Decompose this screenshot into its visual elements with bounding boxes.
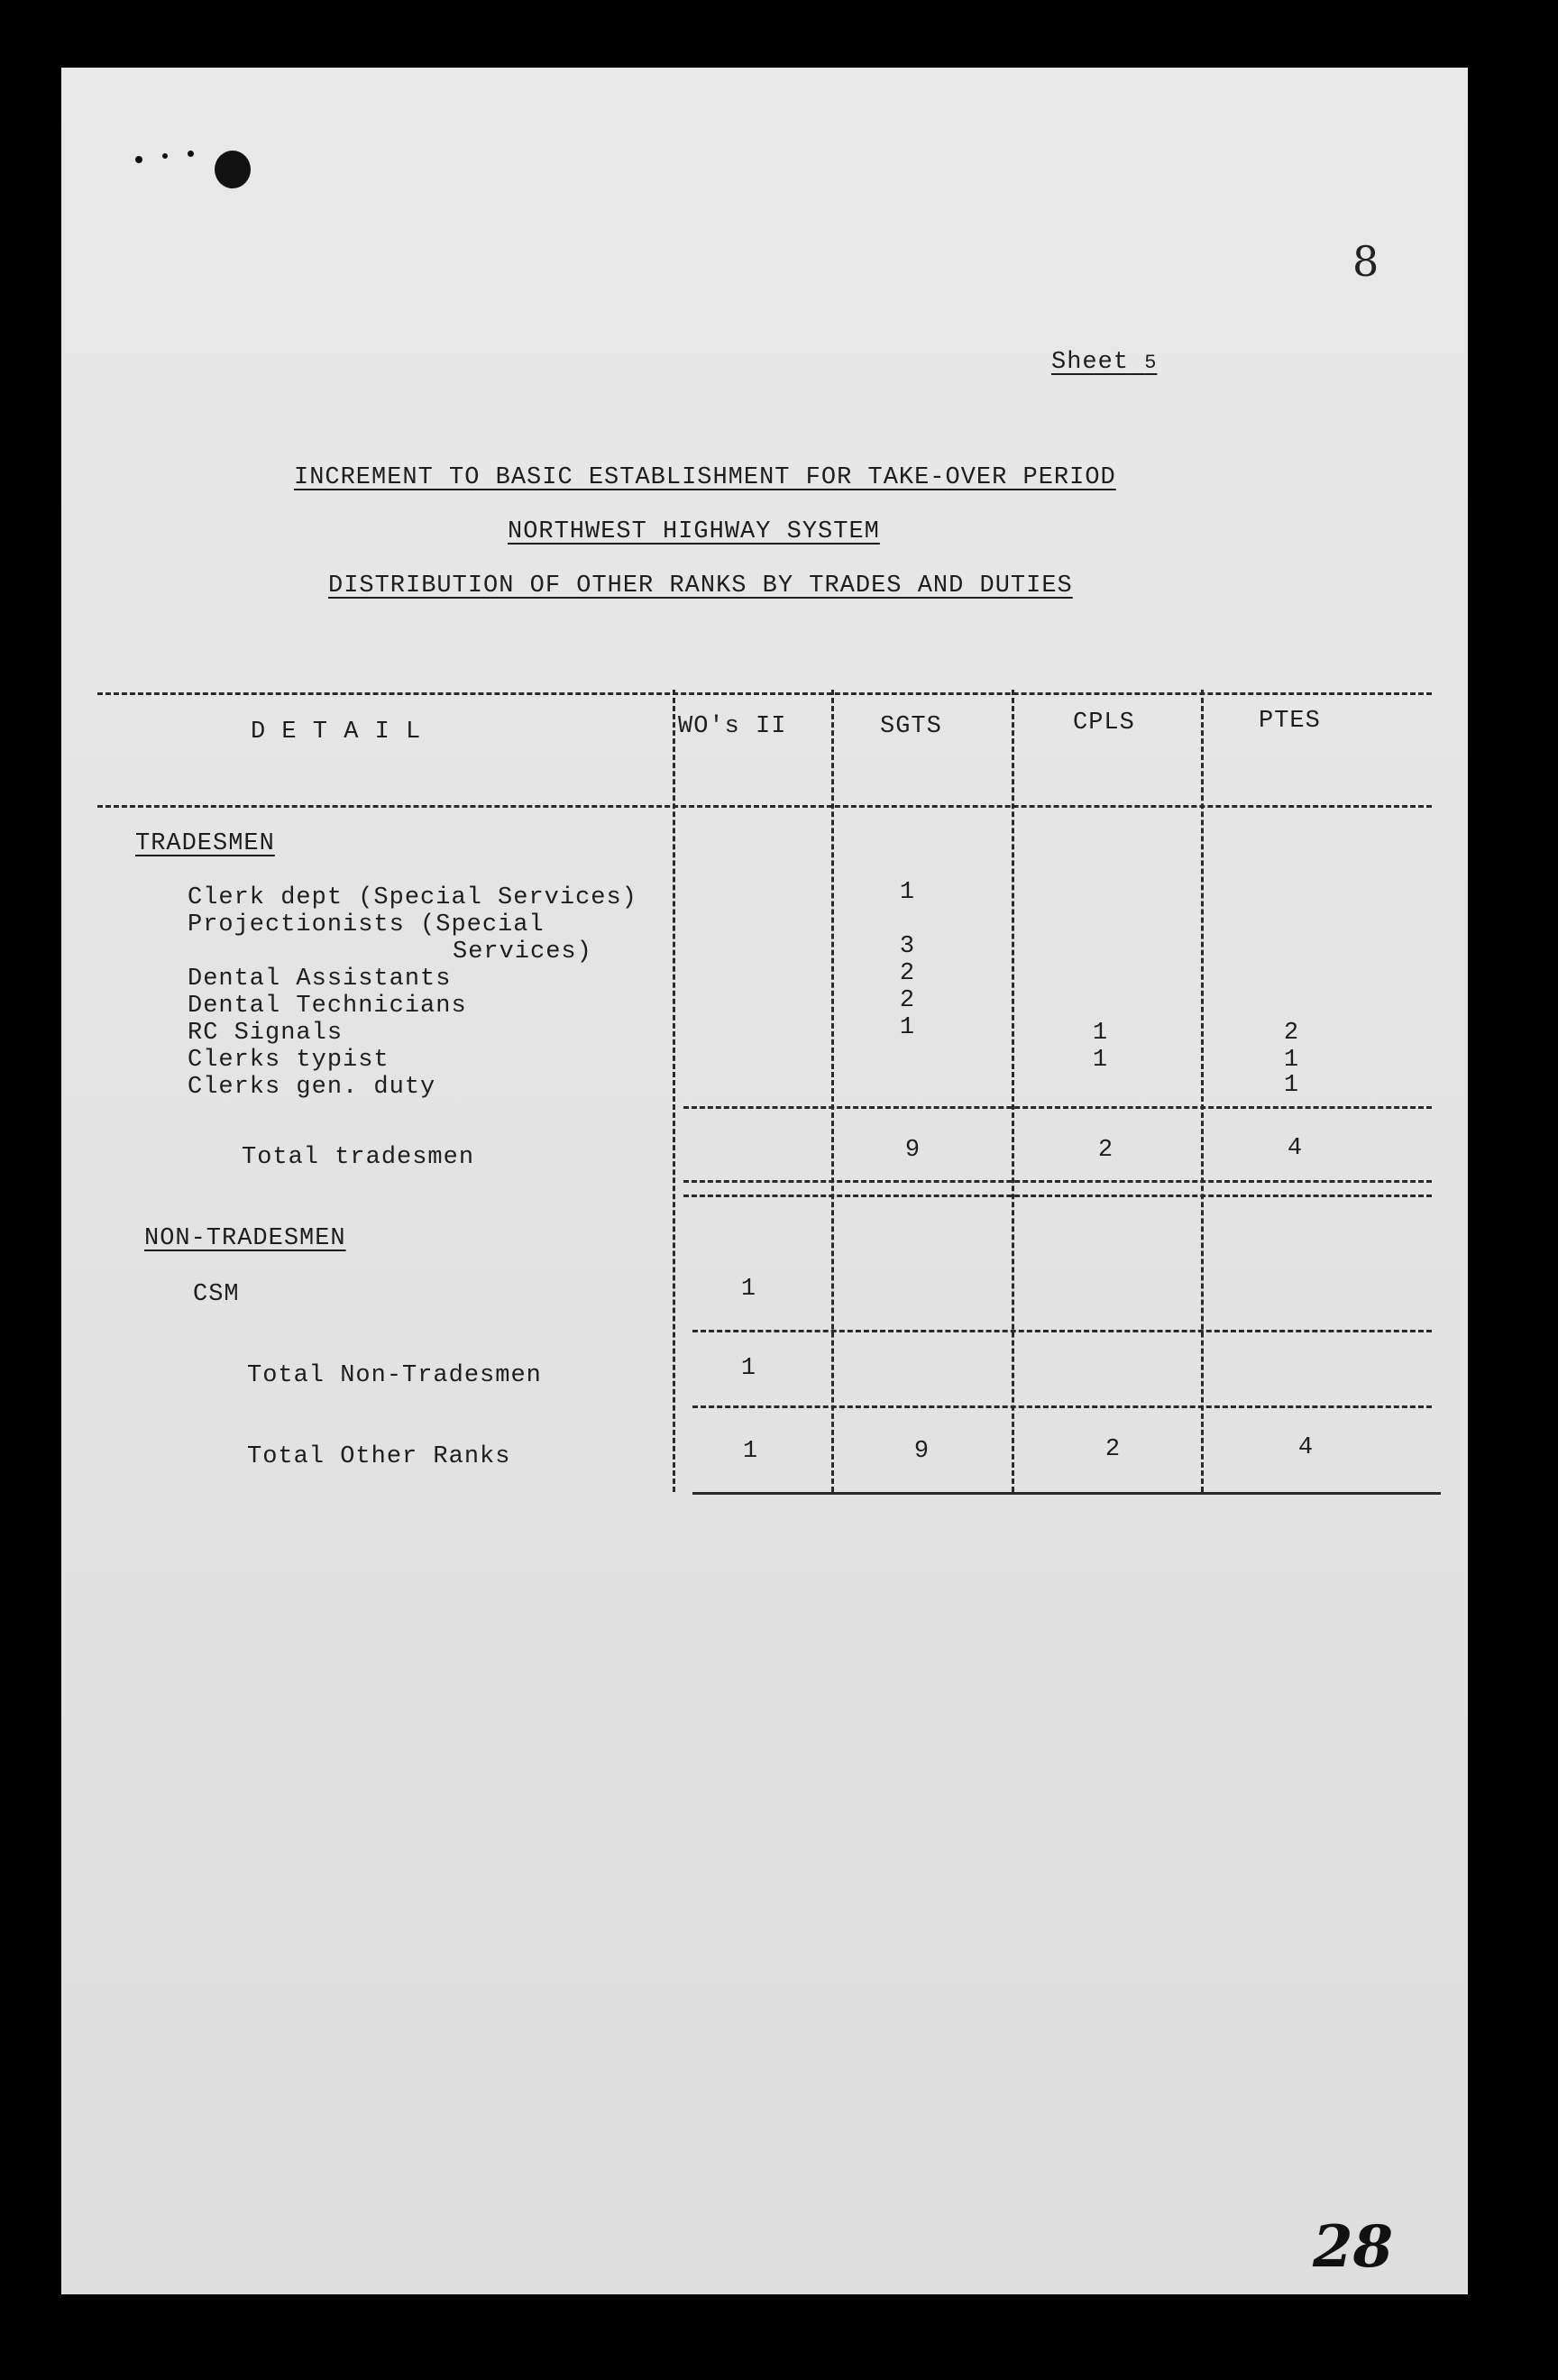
total-tradesmen-rule-top: [683, 1106, 1432, 1109]
punch-hole: [215, 151, 251, 188]
cell-sgts: 1: [899, 879, 915, 906]
row-label: Clerks typist: [188, 1047, 390, 1074]
speck: [188, 151, 194, 157]
sheet-label-text: Sheet: [1051, 349, 1130, 376]
speck: [162, 153, 168, 159]
grand-total-cpls: 2: [1104, 1436, 1121, 1463]
row-label: Dental Assistants: [188, 966, 452, 993]
total-tradesmen-ptes: 4: [1287, 1135, 1303, 1162]
column-rule-4: [1201, 690, 1204, 1492]
cell-sgts: 2: [899, 987, 915, 1014]
folio-number: 28: [1313, 2213, 1394, 2281]
title-line-1: INCREMENT TO BASIC ESTABLISHMENT FOR TAKE-OVER PERIOD: [294, 464, 1116, 491]
cell-cpls: 1: [1092, 1047, 1108, 1074]
document-sheet: [61, 68, 1468, 2294]
grand-total-wos: 1: [742, 1438, 758, 1465]
cell-wos: 1: [740, 1276, 756, 1303]
total-tradesmen-sgts: 9: [904, 1137, 921, 1164]
grand-total-rule-bottom: [692, 1492, 1441, 1495]
title-line-3: DISTRIBUTION OF OTHER RANKS BY TRADES AND DUTIES: [328, 572, 1073, 600]
grand-total-label: Total Other Ranks: [247, 1443, 511, 1470]
row-label: Dental Technicians: [188, 993, 467, 1020]
cell-ptes: 2: [1283, 1020, 1299, 1047]
column-rule-2: [831, 690, 834, 1492]
title-line-2: NORTHWEST HIGHWAY SYSTEM: [508, 518, 880, 545]
column-rule-3: [1012, 690, 1014, 1492]
row-label: Projectionists (Special: [188, 911, 545, 938]
table-rule-top: [97, 692, 1432, 695]
row-label: Clerks gen. duty: [188, 1074, 436, 1101]
grand-total-rule-top: [692, 1405, 1432, 1408]
header-sgts: SGTS: [880, 713, 942, 740]
tradesmen-heading: TRADESMEN: [135, 830, 275, 857]
cell-ptes: 1: [1283, 1072, 1299, 1099]
sheet-label: [1051, 349, 1157, 376]
speck: [135, 156, 142, 163]
header-cpls: CPLS: [1073, 709, 1135, 737]
non-tradesmen-rule: [683, 1195, 1432, 1197]
table-rule-header-bottom: [97, 805, 1432, 808]
total-non-tradesmen-wos: 1: [740, 1355, 756, 1382]
cell-cpls: 1: [1092, 1020, 1108, 1047]
total-non-tradesmen-rule: [692, 1330, 1432, 1332]
row-label: CSM: [193, 1281, 240, 1308]
header-ptes: PTES: [1259, 708, 1321, 735]
cell-sgts: 3: [899, 933, 915, 960]
row-label-cont: Services): [453, 938, 592, 966]
total-tradesmen-cpls: 2: [1097, 1137, 1114, 1164]
total-non-tradesmen-label: Total Non-Tradesmen: [247, 1362, 542, 1389]
header-detail: D E T A I L: [251, 719, 422, 746]
total-tradesmen-label: Total tradesmen: [242, 1144, 475, 1171]
grand-total-sgts: 9: [913, 1438, 930, 1465]
non-tradesmen-heading: NON-TRADESMEN: [144, 1225, 346, 1252]
header-wos: WO's II: [678, 713, 787, 740]
page-number: 8: [1352, 237, 1379, 286]
column-rule-1: [673, 690, 675, 1492]
cell-ptes: 1: [1283, 1047, 1299, 1074]
row-label: RC Signals: [188, 1020, 344, 1047]
cell-sgts: 1: [899, 1014, 915, 1041]
cell-sgts: 2: [899, 960, 915, 987]
total-tradesmen-rule-bottom: [683, 1180, 1432, 1183]
sheet-number: 5: [1144, 352, 1158, 374]
grand-total-ptes: 4: [1297, 1434, 1314, 1461]
row-label: Clerk dept (Special Services): [188, 884, 637, 911]
